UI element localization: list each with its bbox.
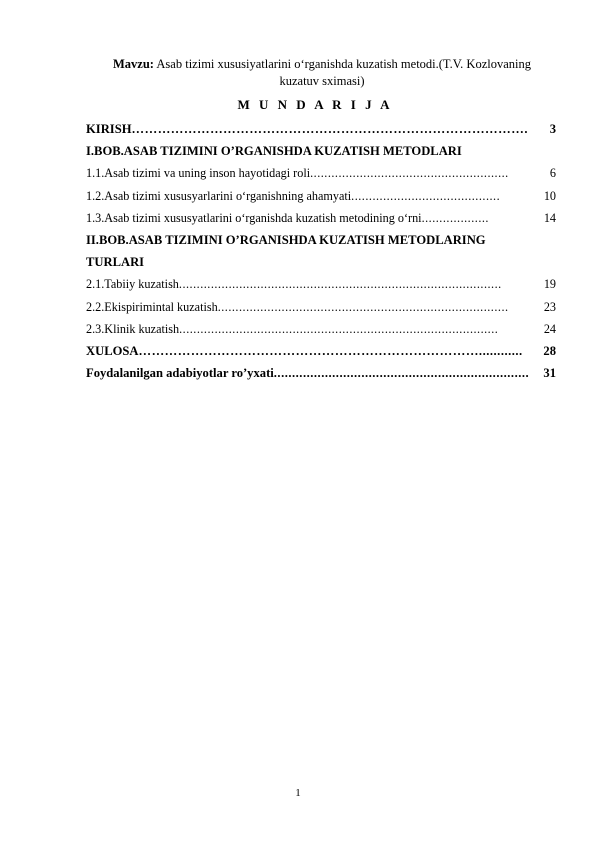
toc-entry-page: 6 [549,166,556,181]
toc-entry-page: 10 [543,188,556,203]
toc-leader-dots: .......................................................................................... [179,321,499,336]
toc-entry-1-1 [86,162,556,184]
toc-entry-page: 19 [543,277,556,292]
topic-label: Mavzu: [113,57,154,71]
toc-chapter-2: II.BOB.ASAB TIZIMINI O’RGANISHDA KUZATISH METODLARING [86,233,486,248]
toc-entry-page: 24 [543,321,556,336]
toc-entry-title: 2.1.Tabiiy kuzatish [86,277,179,292]
toc-entry-page: 28 [543,344,556,359]
toc-leader-dots: ……………………………………………………………………............ [138,344,523,359]
toc-entry-page: 23 [543,299,556,314]
toc-entry-title: 1.2.Asab tizimi xususyarlarini o‘rganishning ahamyati [86,188,352,203]
topic-line [108,56,536,90]
toc-entry-references [86,362,556,384]
toc-entry-page: 14 [543,210,556,225]
toc-entry-xulosa [86,340,556,362]
toc-entry-title: Foydalanilgan adabiyotlar ro’yxati [86,366,274,381]
toc-leader-dots: ...................................................................... [273,366,530,381]
toc-leader-dots: ........................................................................................... [178,277,502,292]
toc-entry-title: KIRISH [86,122,132,136]
toc-entry-2-2 [86,296,556,318]
toc-entry-page: 31 [543,366,556,381]
toc-entry-page: 3 [549,122,556,136]
toc-leader-dots: ................... [421,210,489,225]
toc-leader-dots: .......................................... [351,188,501,203]
page-number: 1 [295,787,301,799]
toc-entry-title: 1.3.Asab tizimi xususyatlarini o‘rganishda kuzatish metodining o‘rni [86,210,422,225]
toc-entry-title: 2.2.Ekispirimintal kuzatish [86,299,218,314]
toc-entry-2-3 [86,318,556,340]
toc-entry-title: 1.1.Asab tizimi va uning inson hayotidagi roli [86,166,311,181]
toc-leader-dots: ………………………………………………………………………………. [131,122,528,136]
toc-entry-2-1 [86,273,556,295]
toc-entry-kirish [86,118,556,140]
contents-heading: M U N D A R I J A [237,97,393,112]
table-of-contents [86,118,556,384]
toc-chapter-1: I.BOB.ASAB TIZIMINI O’RGANISHDA KUZATISH METODLARI [86,144,462,159]
toc-entry-1-2 [86,185,556,207]
toc-leader-dots: .................................................................................. [217,299,509,314]
toc-entry-1-3 [86,207,556,229]
toc-leader-dots: ........................................................ [310,166,509,181]
toc-entry-title: 2.3.Klinik kuzatish [86,321,180,336]
topic-text: Asab tizimi xususiyatlarini o‘rganishda kuzatish metodi.(T.V. Kozlovaning kuzatuv sximasi) [156,57,531,88]
toc-chapter-2-cont: TURLARI [86,255,145,270]
toc-entry-title: XULOSA [86,344,139,359]
